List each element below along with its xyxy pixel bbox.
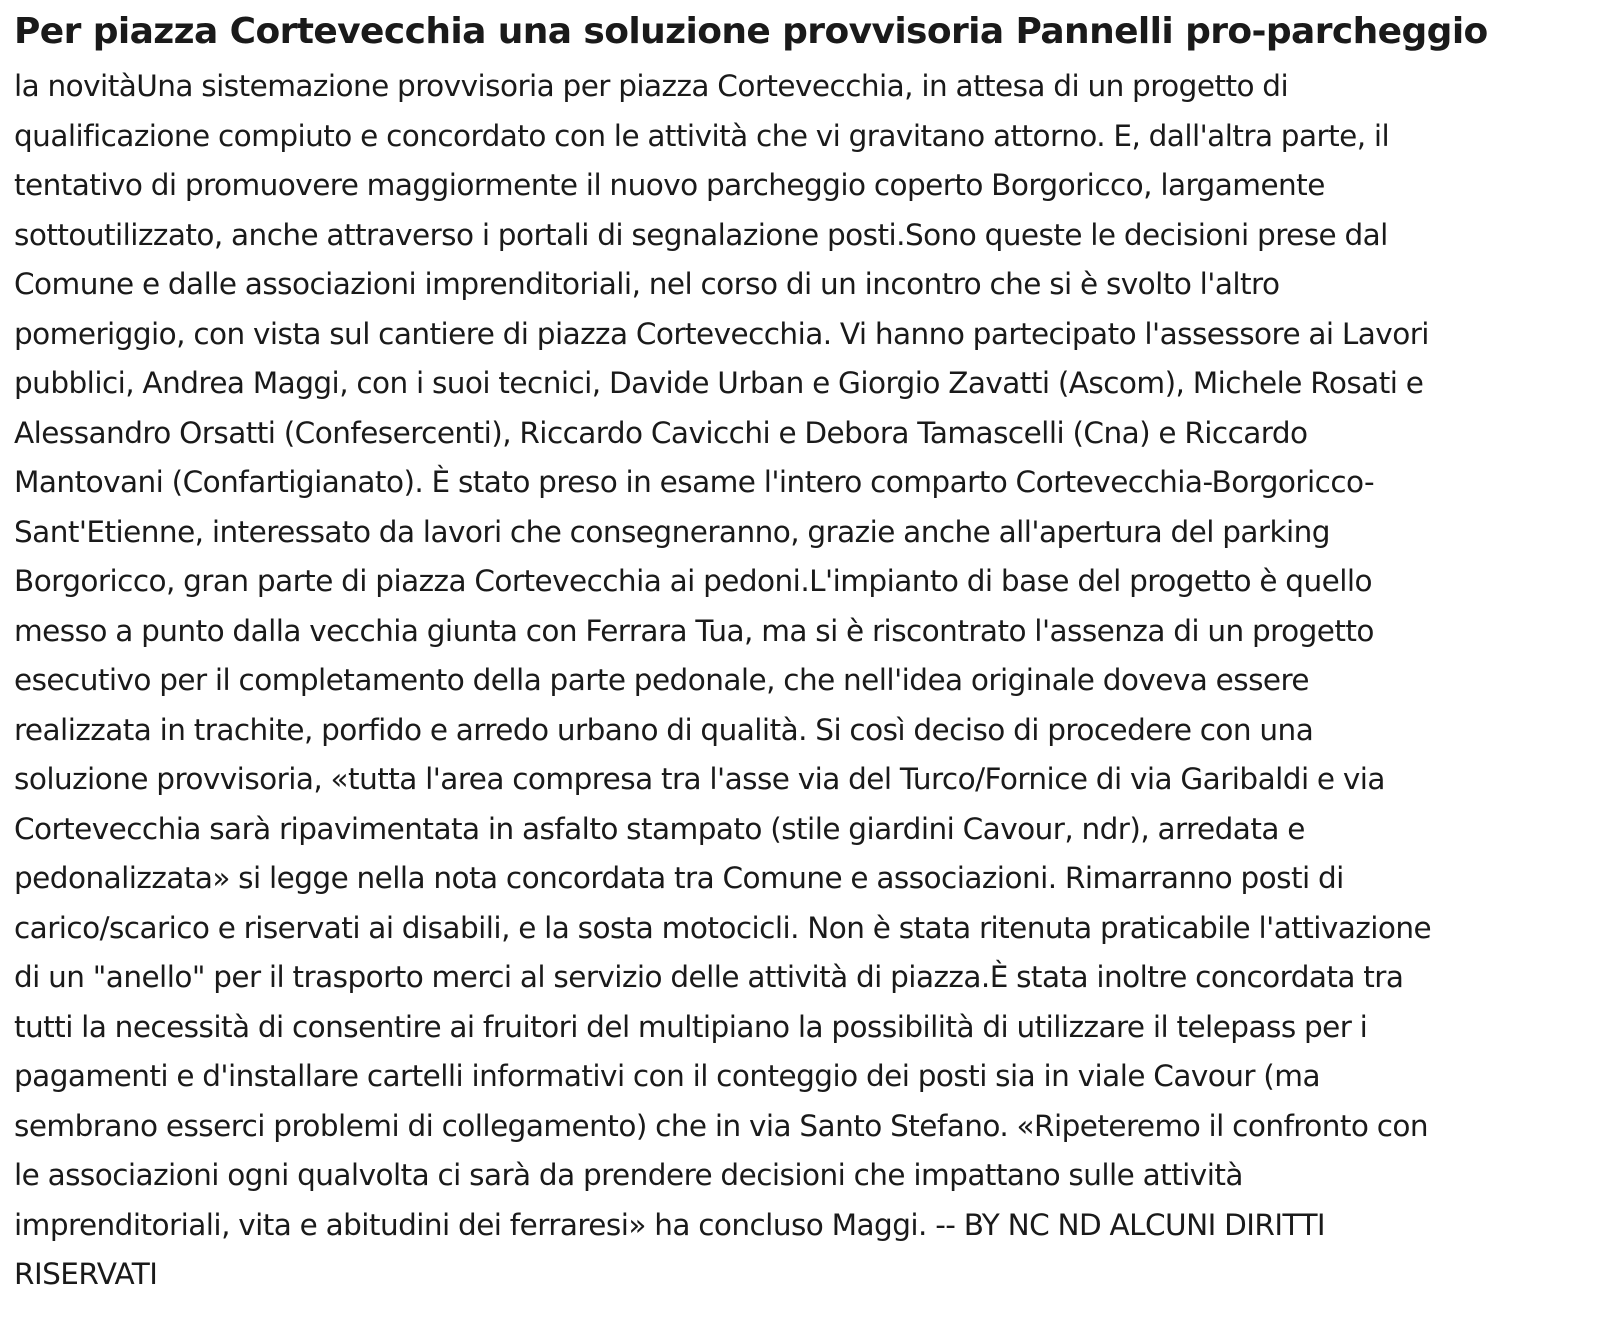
body-line: RISERVATI: [14, 1257, 158, 1291]
body-line: realizzata in trachite, porfido e arredo urbano di qualità. Si così deciso di procedere con una: [14, 712, 1314, 747]
body-line: imprenditoriali, vita e abitudini dei ferraresi» ha concluso Maggi. -- BY NC ND ALCUNI DIRITTI: [14, 1207, 1326, 1242]
body-line: esecutivo per il completamento della parte pedonale, che nell'idea originale doveva essere: [14, 663, 1310, 697]
article: [14, 6, 1586, 1300]
article-headline: Per piazza Cortevecchia una soluzione provvisoria Pannelli pro-parcheggio: [14, 11, 1488, 52]
body-line: pagamenti e d'installare cartelli informativi con il conteggio dei posti sia in viale Cavour (ma: [14, 1059, 1320, 1093]
body-line: di un "anello" per il trasporto merci al servizio delle attività di piazza.È stata inoltre concordata tra: [14, 960, 1404, 994]
body-line: pedonalizzata» si legge nella nota concordata tra Comune e associazioni. Rimarranno posti di: [14, 861, 1344, 895]
body-line: qualificazione compiuto e concordato con le attività che vi gravitano attorno. E, dall'altra parte, il: [14, 118, 1390, 153]
body-line: pomeriggio, con vista sul cantiere di piazza Cortevecchia. Vi hanno partecipato l'assessore ai Lavori: [14, 316, 1429, 351]
body-line: la novitàUna sistemazione provvisoria per piazza Cortevecchia, in attesa di un progetto di: [14, 69, 1289, 103]
article-body: [14, 62, 1586, 1300]
body-line: Borgoricco, gran parte di piazza Cortevecchia ai pedoni.L'impianto di base del progetto è quello: [14, 564, 1372, 598]
body-line: tentativo di promuovere maggiormente il nuovo parcheggio coperto Borgoricco, largamente: [14, 168, 1325, 202]
body-line: Alessandro Orsatti (Confesercenti), Riccardo Cavicchi e Debora Tamascelli (Cna) e Riccardo: [14, 415, 1308, 450]
body-line: tutti la necessità di consentire ai fruitori del multipiano la possibilità di utilizzare il telepass per i: [14, 1009, 1368, 1044]
body-line: Sant'Etienne, interessato da lavori che consegneranno, grazie anche all'apertura del parking: [14, 514, 1330, 549]
body-line: messo a punto dalla vecchia giunta con Ferrara Tua, ma si è riscontrato l'assenza di un progetto: [14, 613, 1374, 648]
body-line: pubblici, Andrea Maggi, con i suoi tecnici, Davide Urban e Giorgio Zavatti (Ascom), Michele Rosati e: [14, 366, 1424, 400]
body-line: Comune e dalle associazioni imprenditoriali, nel corso di un incontro che si è svolto l'altro: [14, 267, 1280, 301]
body-line: le associazioni ogni qualvolta ci sarà da prendere decisioni che impattano sulle attività: [14, 1158, 1243, 1192]
body-line: Mantovani (Confartigianato). È stato preso in esame l'intero comparto Cortevecchia-Borgoricco-: [14, 465, 1375, 499]
body-line: carico/scarico e riservati ai disabili, e la sosta motocicli. Non è stata ritenuta praticabile l'attivazione: [14, 910, 1432, 945]
body-line: soluzione provvisoria, «tutta l'area compresa tra l'asse via del Turco/Fornice di via Garibaldi e via: [14, 762, 1385, 796]
body-line: sottoutilizzato, anche attraverso i portali di segnalazione posti.Sono queste le decisioni prese dal: [14, 217, 1388, 252]
body-line: sembrano esserci problemi di collegamento) che in via Santo Stefano. «Ripeteremo il confronto con: [14, 1108, 1429, 1143]
body-line: Cortevecchia sarà ripavimentata in asfalto stampato (stile giardini Cavour, ndr), arredata e: [14, 811, 1305, 846]
